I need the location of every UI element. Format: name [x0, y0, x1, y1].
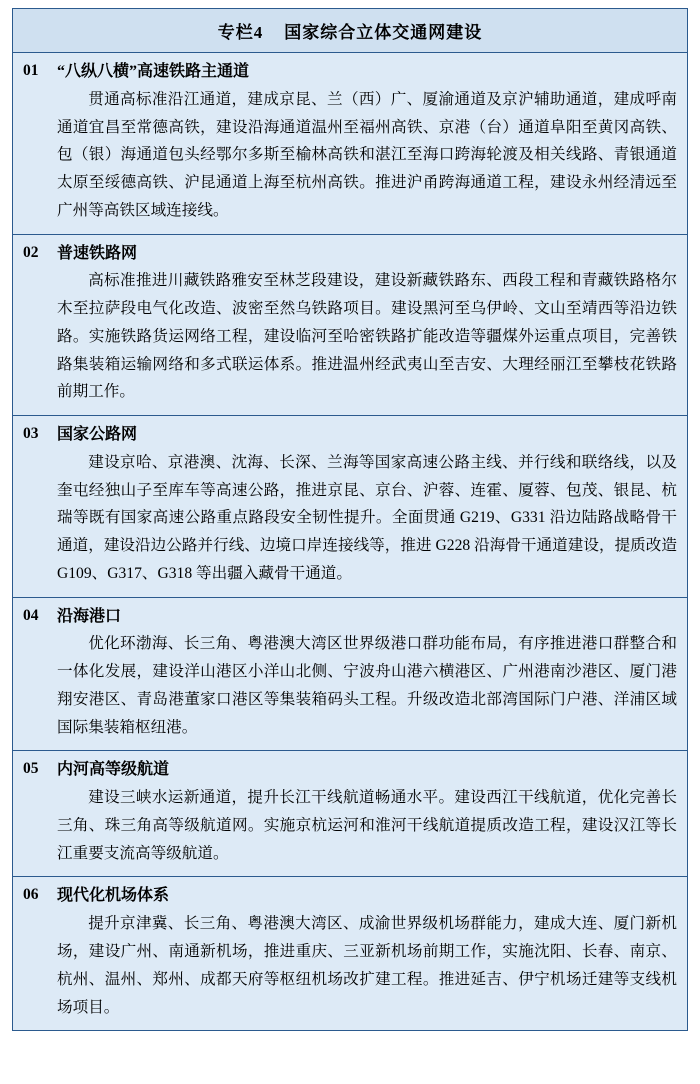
- feature-box-title-row: [13, 9, 688, 53]
- box-label: 专栏: [217, 23, 254, 42]
- list-item: [23, 423, 677, 588]
- item-text: 建设京哈、京港澳、沈海、长深、兰海等国家高速公路主线、并行线和联络线，以及奎屯经独山子至库车等高速公路，推进京昆、京台、沪蓉、连霍、厦蓉、包茂、银昆、杭瑞等既有国家高速公路重点路段安全韧性提升。全面贯通 G219、G331 沿边陆路战略骨干通道，建设沿边公路并行线、边境口岸连接线等，推进 G228 沿海骨干通道建设，提质改造 G109、G317、G318 等出疆入藏骨干通道。: [57, 453, 677, 582]
- feature-box-table: [12, 8, 688, 1031]
- item-text: 优化环渤海、长三角、粤港澳大湾区世界级港口群功能布局，有序推进港口群整合和一体化发展，建设洋山港区小洋山北侧、宁波舟山港六横港区、广州港南沙港区、厦门港翔安港区、青岛港董家口港区等集装箱码头工程。升级改造北部湾国际门户港、洋浦区域国际集装箱枢纽港。: [57, 635, 677, 736]
- item-heading: 内河高等级航道: [57, 761, 170, 779]
- item-number: 05: [23, 760, 39, 778]
- list-item: [23, 884, 677, 1021]
- item-text: 贯通高标准沿江通道，建成京昆、兰（西）广、厦渝通道及京沪辅助通道，建成呼南通道宜昌至常德高铁，建设沿海通道温州至福州高铁、京港（台）通道阜阳至黄冈高铁、包（银）海通道包头经鄂尔多斯至榆林高铁和湛江至海口跨海轮渡及相关线路、青银通道太原至绥德高铁、沪昆通道上海至杭州高铁。推进沪甬跨海通道工程，建设永州经清远至广州等高铁区域连接线。: [57, 90, 677, 219]
- table-row: [13, 234, 688, 416]
- item-heading: 国家公路网: [57, 426, 138, 444]
- item-text: 建设三峡水运新通道，提升长江干线航道畅通水平。建设西江干线航道，优化完善长三角、珠三角高等级航道网。实施京杭运河和淮河干线航道提质改造工程，建设汉江等长江重要支流高等级航道。: [57, 789, 677, 862]
- box-title: 国家综合立体交通网建设: [284, 23, 483, 42]
- list-item: [23, 242, 677, 407]
- item-number: 06: [23, 886, 39, 904]
- item-heading: 沿海港口: [57, 607, 122, 625]
- list-item: [23, 60, 677, 225]
- item-number: 03: [23, 425, 39, 443]
- box-number: 4: [253, 23, 263, 42]
- table-row: [13, 597, 688, 751]
- item-text: 提升京津冀、长三角、粤港澳大湾区、成渝世界级机场群能力，建成大连、厦门新机场，建设广州、南通新机场，推进重庆、三亚新机场前期工作，实施沈阳、长春、南京、杭州、温州、郑州、成都天府等枢纽机场改扩建工程。推进延吉、伊宁机场迁建等支线机场项目。: [57, 915, 677, 1016]
- table-row: [13, 416, 688, 598]
- item-heading: 普速铁路网: [57, 244, 138, 262]
- table-row: [13, 53, 688, 235]
- item-heading: 现代化机场体系: [57, 887, 170, 905]
- table-row: [13, 877, 688, 1031]
- feature-box-title-cell: [13, 9, 688, 53]
- list-item: [23, 758, 677, 867]
- table-row: [13, 751, 688, 877]
- item-text: 高标准推进川藏铁路雅安至林芝段建设，建设新藏铁路东、西段工程和青藏铁路格尔木至拉萨段电气化改造、波密至然乌铁路项目。建设黑河至乌伊岭、文山至靖西等沿边铁路。实施铁路货运网络工程，建设临河至哈密铁路扩能改造等疆煤外运重点项目，完善铁路集装箱运输网络和多式联运体系。推进温州经武夷山至吉安、大理经丽江至攀枝花铁路前期工作。: [57, 272, 677, 401]
- item-heading: “八纵八横”高速铁路主通道: [57, 63, 250, 80]
- list-item: [23, 605, 677, 742]
- item-number: 04: [23, 606, 39, 624]
- item-number: 02: [23, 243, 39, 261]
- item-number: 01: [23, 62, 39, 79]
